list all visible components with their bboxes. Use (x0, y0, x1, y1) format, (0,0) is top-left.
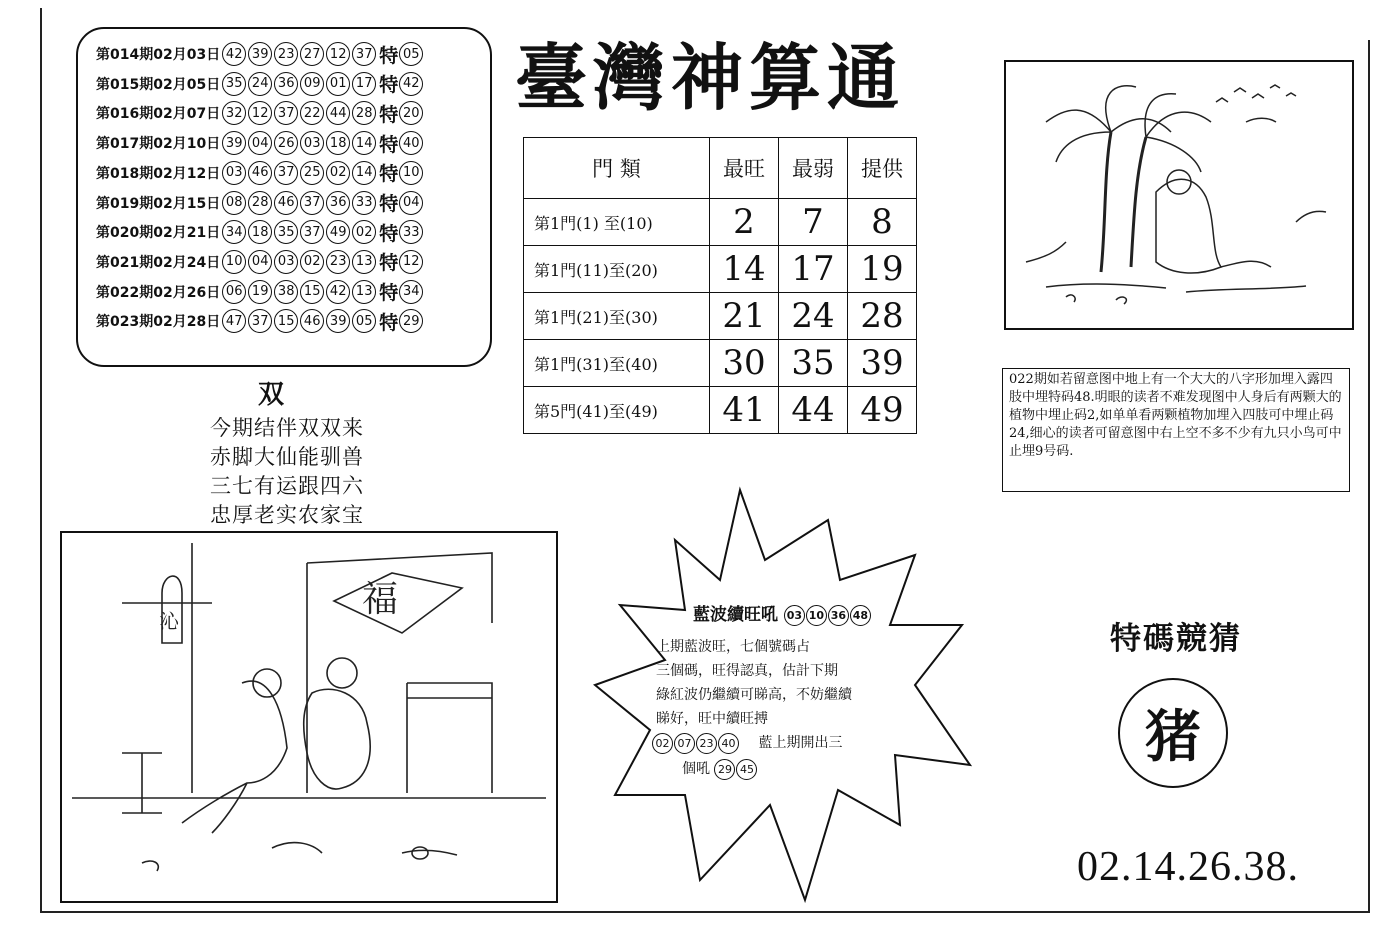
door-number-cell: 8 (848, 199, 917, 246)
history-row (96, 190, 425, 216)
number-ball: 36 (274, 72, 298, 96)
small-number-ball: 02 (652, 733, 673, 754)
star-tail-text: 個吼 (682, 761, 710, 777)
special-number-ball: 29 (399, 309, 423, 333)
history-period-label: 第015期02月05日 (96, 76, 221, 93)
number-ball: 02 (352, 220, 376, 244)
door-number-cell: 2 (710, 199, 779, 246)
special-marker: 特 (379, 252, 399, 275)
number-ball: 28 (248, 191, 272, 215)
door-table-header-category: 門 類 (524, 138, 710, 199)
number-ball: 47 (222, 309, 246, 333)
special-number-ball: 04 (399, 191, 423, 215)
number-ball: 37 (248, 309, 272, 333)
star-line: 綠紅波仍繼續可睇高，不妨繼續 (656, 687, 852, 703)
special-number-ball: 05 (399, 42, 423, 66)
small-number-ball: 48 (850, 605, 871, 626)
star-last-balls (652, 735, 740, 751)
number-ball: 15 (274, 309, 298, 333)
door-range-label: 第5門(41)至(49) (524, 387, 710, 434)
door-table-header-hottest: 最旺 (710, 138, 779, 199)
door-range-label: 第1門(21)至(30) (524, 293, 710, 340)
door-number-cell: 41 (710, 387, 779, 434)
history-period-label: 第021期02月24日 (96, 254, 221, 271)
number-ball: 39 (222, 131, 246, 155)
number-ball: 46 (248, 161, 272, 185)
door-number-cell: 19 (848, 246, 917, 293)
number-ball: 05 (352, 309, 376, 333)
small-number-ball: 40 (718, 733, 739, 754)
star-heading (693, 600, 872, 626)
door-table-row (524, 293, 917, 340)
door-range-label: 第1門(1) 至(10) (524, 199, 710, 246)
number-ball: 32 (222, 101, 246, 125)
special-number-ball: 42 (399, 72, 423, 96)
number-ball: 37 (274, 161, 298, 185)
frame-left-border (40, 8, 42, 913)
door-number-cell: 49 (848, 387, 917, 434)
history-period-label: 第022期02月26日 (96, 284, 221, 301)
number-ball: 01 (326, 72, 350, 96)
history-row (96, 249, 425, 275)
number-ball: 38 (274, 280, 298, 304)
door-number-cell: 17 (779, 246, 848, 293)
star-line: 三個碼，旺得認真，估計下期 (656, 663, 838, 679)
door-number-cell: 14 (710, 246, 779, 293)
history-row (96, 308, 425, 334)
door-number-table (523, 137, 917, 434)
number-ball: 04 (248, 131, 272, 155)
star-last-row (652, 732, 842, 754)
frame-bottom-border (40, 911, 1370, 913)
number-ball: 37 (300, 220, 324, 244)
page-title: 臺灣神算通 (515, 35, 906, 120)
door-table-header-row (524, 138, 917, 199)
special-guess-title: 特碼競猜 (1110, 621, 1242, 657)
door-number-cell: 28 (848, 293, 917, 340)
number-ball: 46 (300, 309, 324, 333)
small-number-ball: 45 (736, 759, 757, 780)
palm-tree-illustration (1004, 60, 1354, 330)
poem-line: 赤脚大仙能驯兽 (210, 445, 364, 469)
special-marker: 特 (379, 133, 399, 156)
history-row (96, 160, 425, 186)
number-ball: 14 (352, 161, 376, 185)
star-heading-text: 藍波續旺吼 (693, 605, 778, 625)
number-ball: 36 (326, 191, 350, 215)
door-number-cell: 44 (779, 387, 848, 434)
small-number-ball: 23 (696, 733, 717, 754)
number-ball: 12 (326, 42, 350, 66)
small-number-ball: 10 (806, 605, 827, 626)
number-ball: 37 (274, 101, 298, 125)
door-number-cell: 39 (848, 340, 917, 387)
door-range-label: 第1門(31)至(40) (524, 340, 710, 387)
number-ball: 12 (248, 101, 272, 125)
poem-title: 双 (258, 380, 285, 410)
number-ball: 14 (352, 131, 376, 155)
number-ball: 19 (248, 280, 272, 304)
number-ball: 08 (222, 191, 246, 215)
door-range-label: 第1門(11)至(20) (524, 246, 710, 293)
history-row (96, 130, 425, 156)
door-table-row (524, 199, 917, 246)
history-period-label: 第014期02月03日 (96, 47, 221, 63)
number-ball: 34 (222, 220, 246, 244)
special-number-ball: 12 (399, 250, 423, 274)
number-ball: 33 (352, 191, 376, 215)
history-period-label: 第023期02月28日 (96, 314, 221, 331)
number-ball: 13 (352, 280, 376, 304)
special-marker: 特 (379, 311, 399, 334)
small-number-ball: 03 (784, 605, 805, 626)
special-marker: 特 (379, 74, 399, 97)
number-ball: 25 (300, 161, 324, 185)
history-period-label: 第016期02月07日 (96, 106, 221, 123)
number-ball: 24 (248, 72, 272, 96)
special-number-ball: 20 (399, 101, 423, 125)
palm-tree-drawing (1006, 62, 1352, 328)
small-number-ball: 07 (674, 733, 695, 754)
star-line: 上期藍波旺，七個號碼占 (656, 639, 810, 655)
number-ball: 46 (274, 191, 298, 215)
star-last-text: 藍上期開出三 (758, 735, 843, 751)
small-number-ball: 36 (828, 605, 849, 626)
history-row (96, 219, 425, 245)
poem-line: 三七有运跟四六 (210, 474, 364, 498)
number-ball: 03 (222, 161, 246, 185)
number-ball: 35 (222, 72, 246, 96)
history-period-label: 第017期02月10日 (96, 136, 221, 153)
number-ball: 04 (248, 250, 272, 274)
history-period-label: 第020期02月21日 (96, 225, 221, 242)
number-ball: 37 (300, 191, 324, 215)
number-ball: 06 (222, 280, 246, 304)
number-ball: 13 (352, 250, 376, 274)
number-ball: 15 (300, 280, 324, 304)
fu-character: 福 (362, 579, 399, 620)
door-number-cell: 30 (710, 340, 779, 387)
special-marker: 特 (379, 103, 399, 126)
door-number-cell: 7 (779, 199, 848, 246)
special-number-ball: 34 (399, 280, 423, 304)
number-ball: 03 (274, 250, 298, 274)
draw-history-panel (76, 27, 492, 367)
door-table-header-provided: 提供 (848, 138, 917, 199)
door-number-cell: 24 (779, 293, 848, 340)
number-ball: 23 (326, 250, 350, 274)
number-ball: 35 (274, 220, 298, 244)
number-ball: 27 (300, 42, 324, 66)
fortune-scene-drawing (62, 533, 556, 901)
number-ball: 17 (352, 72, 376, 96)
special-number-ball: 10 (399, 161, 423, 185)
star-line: 睇好，旺中續旺搏 (656, 711, 768, 727)
lantern-character: 沁 (159, 609, 179, 633)
poem-line: 今期结伴双双来 (210, 416, 364, 440)
number-ball: 23 (274, 42, 298, 66)
number-ball: 02 (300, 250, 324, 274)
hint-text-box: 022期如若留意图中地上有一个大大的八字形加埋入露四肢中埋特码48.明眼的读者不难发现图中人身后有两颗大的植物中埋止码2,如单单看两颗植物加埋入四肢可中埋止码24,细心的读者可留意图中右上空不多不少有九只小鸟可中止埋9号码. (1002, 368, 1350, 492)
door-table-row (524, 387, 917, 434)
number-ball: 09 (300, 72, 324, 96)
special-number-ball: 33 (399, 220, 423, 244)
door-table-header-weakest: 最弱 (779, 138, 848, 199)
star-heading-balls (784, 605, 872, 625)
door-number-cell: 35 (779, 340, 848, 387)
number-ball: 49 (326, 220, 350, 244)
number-ball: 42 (326, 280, 350, 304)
history-row (96, 71, 425, 97)
special-marker: 特 (379, 193, 399, 215)
special-marker: 特 (379, 44, 399, 67)
frame-right-border (1368, 40, 1370, 913)
poem-line: 忠厚老实农家宝 (210, 503, 364, 527)
number-ball: 22 (300, 101, 324, 125)
number-ball: 18 (326, 131, 350, 155)
door-table-row (524, 246, 917, 293)
history-row (96, 41, 425, 67)
number-ball: 02 (326, 161, 350, 185)
bottom-numbers: 02.14.26.38. (1077, 844, 1299, 890)
small-number-ball: 29 (714, 759, 735, 780)
door-number-cell: 21 (710, 293, 779, 340)
number-ball: 42 (222, 42, 246, 66)
history-row (96, 100, 425, 126)
number-ball: 44 (326, 101, 350, 125)
number-ball: 39 (326, 309, 350, 333)
star-tail-balls (714, 761, 758, 777)
door-table-row (524, 340, 917, 387)
history-period-label: 第018期02月12日 (96, 165, 221, 182)
number-ball: 37 (352, 42, 376, 66)
number-ball: 39 (248, 42, 272, 66)
number-ball: 28 (352, 101, 376, 125)
zodiac-answer: 猪 (1118, 678, 1228, 788)
history-period-label: 第019期02月15日 (96, 195, 221, 212)
star-tail-row (682, 758, 758, 780)
special-marker: 特 (379, 163, 399, 186)
special-marker: 特 (379, 282, 399, 305)
number-ball: 03 (300, 131, 324, 155)
special-marker: 特 (379, 222, 399, 245)
special-number-ball: 40 (399, 131, 423, 155)
number-ball: 18 (248, 220, 272, 244)
history-row (96, 279, 425, 305)
number-ball: 26 (274, 131, 298, 155)
number-ball: 10 (222, 250, 246, 274)
fortune-scene-illustration (60, 531, 558, 903)
